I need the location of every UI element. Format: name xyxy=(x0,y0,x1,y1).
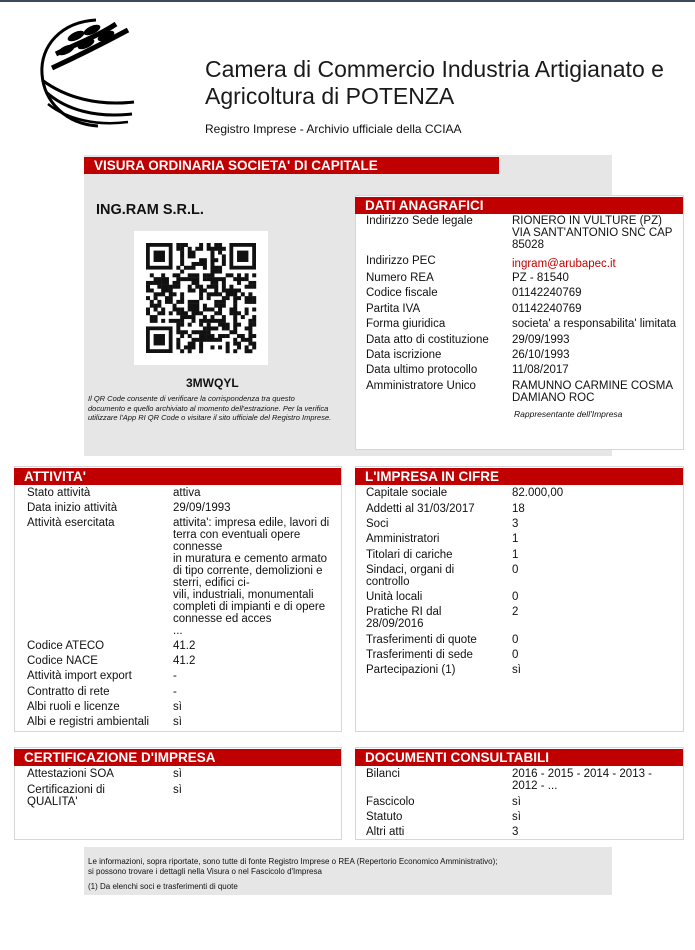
chamber-title xyxy=(205,56,664,110)
contratto-label: Contratto di rete xyxy=(27,686,110,698)
cf-label: Codice fiscale xyxy=(366,287,438,299)
qr-code-label: 3MWQYL xyxy=(186,376,239,390)
amministratore-label: Amministratore Unico xyxy=(366,380,476,392)
rea-label: Numero REA xyxy=(366,272,434,284)
qualita-label-line1: Certificazioni di xyxy=(27,784,105,796)
qualita-value: sì xyxy=(173,784,182,796)
rea-value: PZ - 81540 xyxy=(512,272,569,284)
inizio-value: 29/09/1993 xyxy=(173,502,231,514)
import-value: - xyxy=(173,670,177,682)
statuto-value: sì xyxy=(512,811,521,823)
sindaci-label-line1: Sindaci, organi di xyxy=(366,564,455,576)
iva-value: 01142240769 xyxy=(512,303,582,315)
footer-line1: Le informazioni, sopra riportate, sono tutte di fonte Registro Imprese o REA (Repertorio Economico Amministrativo); xyxy=(88,857,498,866)
trasf-sede-value: 0 xyxy=(512,649,519,661)
top-border xyxy=(0,0,695,2)
esercitata-line: connesse xyxy=(173,541,223,553)
titolari-value: 1 xyxy=(512,549,519,561)
altri-atti-value: 3 xyxy=(512,826,519,838)
documenti-title: DOCUMENTI CONSULTABILI xyxy=(355,749,683,766)
pratiche-label-line1: Pratiche RI dal xyxy=(366,606,442,618)
iscrizione-label: Data iscrizione xyxy=(366,349,442,361)
soa-label: Attestazioni SOA xyxy=(27,768,114,780)
iscrizione-value: 26/10/1993 xyxy=(512,349,570,361)
trasf-quote-value: 0 xyxy=(512,634,519,646)
ambientali-label: Albi e registri ambientali xyxy=(27,716,150,728)
amministratore-line2: DAMIANO ROC xyxy=(512,392,595,404)
esercitata-line: connesse ed acces xyxy=(173,613,272,625)
pratiche-value: 2 xyxy=(512,606,519,618)
forma-value: societa' a responsabilita' limitata xyxy=(512,318,677,330)
esercitata-line: attivita': impresa edile, lavori di xyxy=(173,517,330,529)
sindaci-value: 0 xyxy=(512,564,519,576)
sede-line1: RIONERO IN VULTURE (PZ) xyxy=(512,215,662,227)
amministratori-label: Amministratori xyxy=(366,533,440,545)
atto-value: 29/09/1993 xyxy=(512,334,570,346)
stato-value: attiva xyxy=(173,487,201,499)
albi-label: Albi ruoli e licenze xyxy=(27,701,120,713)
contratto-value: - xyxy=(173,686,177,698)
esercitata-line: ... xyxy=(173,625,183,637)
esercitata-line: terra con eventuali opere xyxy=(173,529,301,541)
import-label: Attività import export xyxy=(27,670,132,682)
forma-label: Forma giuridica xyxy=(366,318,446,330)
altri-atti-label: Altri atti xyxy=(366,826,405,838)
soa-value: sì xyxy=(173,768,182,780)
partecipazioni-label: Partecipazioni (1) xyxy=(366,664,456,676)
unita-label: Unità locali xyxy=(366,591,423,603)
trasf-quote-label: Trasferimenti di quote xyxy=(366,634,477,646)
esercitata-label: Attività esercitata xyxy=(27,517,115,529)
ambientali-value: sì xyxy=(173,716,182,728)
fascicolo-value: sì xyxy=(512,796,521,808)
esercitata-line: sterri, edifici ci- xyxy=(173,577,250,589)
statuto-label: Statuto xyxy=(366,811,403,823)
unita-value: 0 xyxy=(512,591,519,603)
bilanci-label: Bilanci xyxy=(366,768,400,780)
capitale-value: 82.000,00 xyxy=(512,487,564,499)
partecipazioni-value: sì xyxy=(512,664,521,676)
protocollo-value: 11/08/2017 xyxy=(512,364,569,376)
nace-value: 41.2 xyxy=(173,655,196,667)
esercitata-line: di tipo corrente, demolizioni e xyxy=(173,565,323,577)
esercitata-line: vili, industriali, monumentali xyxy=(173,589,314,601)
inizio-label: Data inizio attività xyxy=(27,502,118,514)
pratiche-label-line2: 28/09/2016 xyxy=(366,618,424,630)
chamber-title-line1: Camera di Commercio Industria Artigianato e xyxy=(205,56,664,82)
fascicolo-label: Fascicolo xyxy=(366,796,415,808)
amministratori-value: 1 xyxy=(512,533,519,545)
qr-code-icon xyxy=(134,231,268,365)
atto-label: Data atto di costituzione xyxy=(366,334,489,346)
amministratore-line1: RAMUNNO CARMINE COSMA xyxy=(512,380,674,392)
addetti-label: Addetti al 31/03/2017 xyxy=(366,503,475,515)
capitale-label: Capitale sociale xyxy=(366,487,448,499)
ateco-value: 41.2 xyxy=(173,640,196,652)
certificazione-title: CERTIFICAZIONE D'IMPRESA xyxy=(14,749,341,766)
visura-title: VISURA ORDINARIA SOCIETA' DI CAPITALE xyxy=(84,157,499,174)
nace-label: Codice NACE xyxy=(27,655,98,667)
addetti-value: 18 xyxy=(512,503,525,515)
titolari-label: Titolari di cariche xyxy=(366,549,453,561)
footer-line2: si possono trovare i dettagli nella Visura o nel Fascicolo d'Impresa xyxy=(88,867,322,876)
sede-line3: 85028 xyxy=(512,239,544,251)
protocollo-label: Data ultimo protocollo xyxy=(366,364,478,376)
qualita-label-line2: QUALITA' xyxy=(27,796,78,808)
stato-label: Stato attività xyxy=(27,487,91,499)
pec-label: Indirizzo PEC xyxy=(366,255,436,267)
chamber-title-line2: Agricoltura di POTENZA xyxy=(205,83,455,109)
anagrafici-title: DATI ANAGRAFICI xyxy=(355,197,683,214)
company-name: ING.RAM S.R.L. xyxy=(96,202,204,218)
esercitata-line: in muratura e cemento armato xyxy=(173,553,328,565)
attivita-title: ATTIVITA' xyxy=(14,468,341,485)
sede-line2: VIA SANT'ANTONIO SNC CAP xyxy=(512,227,673,239)
cf-value: 01142240769 xyxy=(512,287,582,299)
trasf-sede-label: Trasferimenti di sede xyxy=(366,649,473,661)
qr-code-box xyxy=(134,231,268,365)
cifre-title: L'IMPRESA IN CIFRE xyxy=(355,468,683,485)
amministratore-role: Rappresentante dell'Impresa xyxy=(514,409,623,419)
footer-note: (1) Da elenchi soci e trasferimenti di quote xyxy=(88,882,238,891)
bilanci-line1: 2016 - 2015 - 2014 - 2013 - xyxy=(512,768,653,780)
soci-value: 3 xyxy=(512,518,519,530)
pec-value[interactable]: ingram@arubapec.it xyxy=(512,258,616,270)
sindaci-label-line2: controllo xyxy=(366,576,410,588)
ateco-label: Codice ATECO xyxy=(27,640,105,652)
albi-value: sì xyxy=(173,701,182,713)
sede-label: Indirizzo Sede legale xyxy=(366,215,473,227)
esercitata-line: completi di impianti e di opere xyxy=(173,601,326,613)
qr-code-note: Il QR Code consente di verificare la corrispondenza tra questo documento e quello archiviato al momento dell'estrazione. Per la verifica utilizzare l'App RI QR Code o visitare il sito ufficiale del Registro Imprese. xyxy=(88,394,332,422)
iva-label: Partita IVA xyxy=(366,303,421,315)
bilanci-line2: 2012 - ... xyxy=(512,780,558,792)
chamber-logo-icon xyxy=(36,14,136,132)
soci-label: Soci xyxy=(366,518,389,530)
chamber-subtitle: Registro Imprese - Archivio ufficiale della CCIAA xyxy=(205,122,462,136)
